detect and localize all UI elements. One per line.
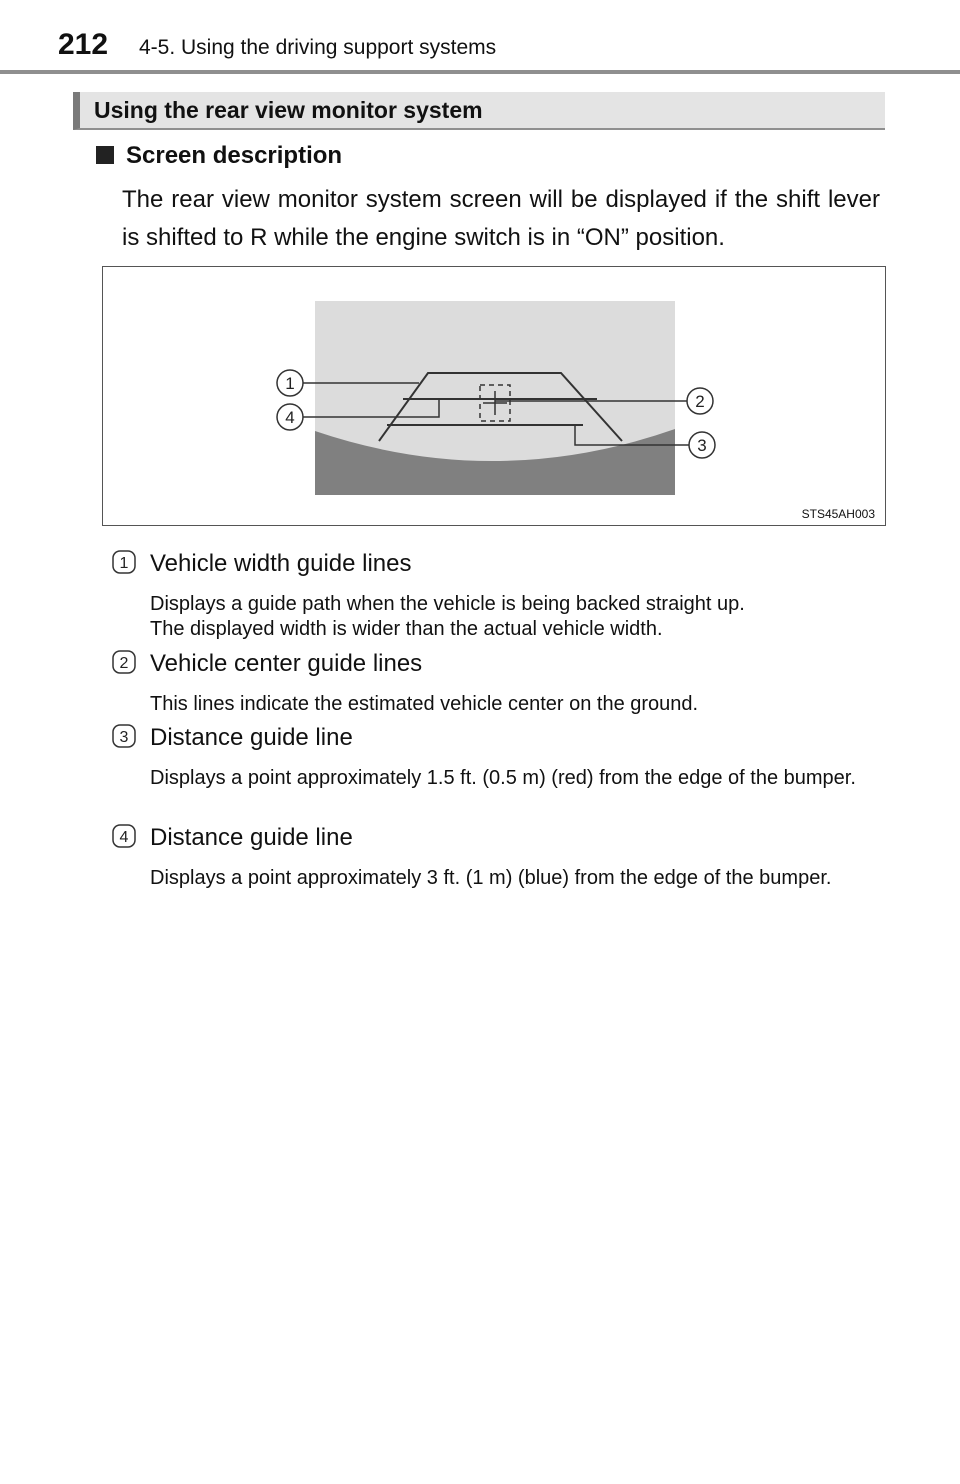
svg-text:2: 2 bbox=[119, 655, 129, 672]
callout-2-label: 2 bbox=[695, 392, 705, 411]
item-title: Distance guide line bbox=[150, 724, 353, 751]
section-heading-bar bbox=[73, 92, 885, 130]
monitor-illustration bbox=[103, 267, 887, 527]
page-header bbox=[0, 0, 960, 74]
svg-text:3: 3 bbox=[119, 729, 129, 746]
callout-3-label: 3 bbox=[697, 436, 707, 455]
callout-2 bbox=[687, 388, 713, 414]
item-description: Displays a point approximately 1.5 ft. (0.5 m) (red) from the edge of the bumper. bbox=[150, 767, 856, 789]
callout-4 bbox=[277, 404, 303, 430]
subsection-heading-text: Screen description bbox=[126, 142, 343, 169]
figure-code: STS45AH003 bbox=[801, 507, 875, 521]
callout-3 bbox=[689, 432, 715, 458]
section-title: Using the rear view monitor system bbox=[94, 97, 483, 123]
item-title: Distance guide line bbox=[150, 824, 353, 851]
subsection-heading bbox=[96, 142, 342, 170]
number-badge-icon bbox=[112, 824, 136, 848]
number-badge-icon bbox=[112, 650, 136, 674]
item-description: Displays a guide path when the vehicle is being backed straight up. The displayed width is wider than the actual vehicle width. bbox=[150, 593, 745, 640]
header-divider bbox=[0, 70, 960, 74]
rear-view-monitor-figure bbox=[102, 266, 886, 526]
page-number: 212 bbox=[58, 28, 109, 61]
number-badge-icon bbox=[112, 724, 136, 748]
item-description: This lines indicate the estimated vehicle center on the ground. bbox=[150, 693, 699, 715]
callout-1 bbox=[277, 370, 303, 396]
callout-4-label: 4 bbox=[285, 408, 295, 427]
number-badge-icon bbox=[112, 550, 136, 574]
intro-paragraph: The rear view monitor system screen will be displayed if the shift lever is shifted to R while the engine switch is in “ON” position. bbox=[122, 186, 880, 251]
item-title: Vehicle center guide lines bbox=[150, 650, 423, 677]
square-bullet-icon bbox=[96, 146, 114, 164]
item-title: Vehicle width guide lines bbox=[150, 550, 412, 577]
svg-text:1: 1 bbox=[119, 555, 129, 572]
svg-text:4: 4 bbox=[119, 829, 129, 846]
item-description: Displays a point approximately 3 ft. (1 m) (blue) from the edge of the bumper. bbox=[150, 867, 832, 889]
chapter-title: 4-5. Using the driving support systems bbox=[139, 36, 497, 59]
callout-1-label: 1 bbox=[285, 374, 295, 393]
